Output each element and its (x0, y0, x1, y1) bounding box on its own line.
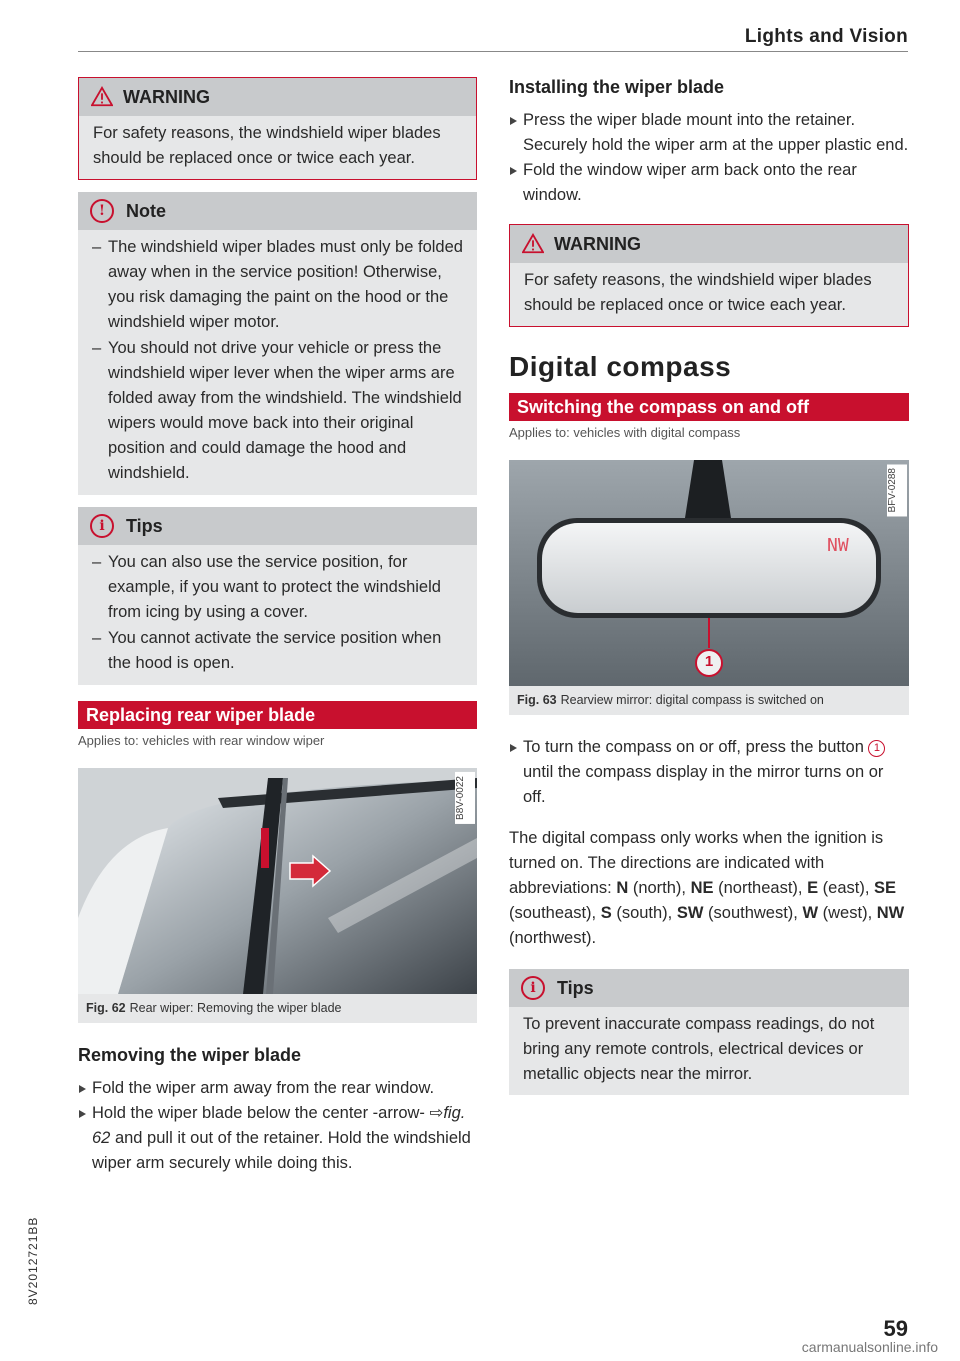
button-1-marker: 1 (868, 740, 885, 757)
tips-text: To prevent inaccurate compass readings, do not bring any remote controls, electrical devices or metallic objects near the mirror. (509, 1007, 909, 1095)
desc-text: (east), (818, 879, 875, 897)
dir-ne: NE (690, 879, 714, 897)
section-title-compass: Switching the compass on and off (509, 393, 909, 421)
tips-body (78, 545, 477, 685)
figure-code: BFV-0288 (887, 464, 907, 516)
list-item: – You cannot activate the service position when the hood is open. (92, 626, 465, 676)
desc-text: (north), (628, 879, 691, 897)
removing-step-2 (78, 1101, 477, 1176)
figure-caption-text: Rear wiper: Removing the wiper blade (129, 1001, 342, 1015)
watermark: carmanualsonline.info (801, 1339, 938, 1355)
desc-text: (southwest), (703, 904, 803, 922)
document-code: 8V2012721BB (26, 1216, 40, 1305)
desc-text: (south), (611, 904, 677, 922)
desc-text: The digital compass only works when the ignition is turned on. The directions are indicated with abbreviations: (509, 829, 884, 897)
info-icon: i (90, 514, 114, 538)
dir-sw: SW (676, 904, 704, 922)
figure-code: B8V-0022 (455, 772, 475, 824)
list-item: – You can also use the service position, for example, if you want to protect the windshield from icing by using a cover. (92, 550, 465, 625)
applies-to-text: Applies to: vehicles with rear window wiper (78, 733, 325, 748)
warning-text: For safety reasons, the windshield wiper blades should be replaced once or twice each year. (509, 263, 909, 327)
page-header-title: Lights and Vision (744, 26, 908, 47)
figure-label: Fig. 63 (517, 693, 557, 707)
figure-63 (509, 460, 909, 715)
compass-instruction-rest: until the compass display in the mirror turns on or off. (523, 763, 884, 806)
dir-s: S (600, 904, 612, 922)
tips-box (78, 507, 477, 685)
dir-nw: NW (876, 904, 905, 922)
desc-text: (west), (818, 904, 877, 922)
dir-e: E (807, 879, 819, 897)
installing-step-1: Press the wiper blade mount into the retainer. Securely hold the wiper arm at the upper plastic end. (509, 108, 909, 158)
note-exclamation-icon: ! (90, 199, 114, 223)
page-number: 59 (883, 1316, 908, 1341)
compass-display-text: NW (827, 535, 849, 556)
warning-header (78, 77, 477, 116)
compass-description (509, 826, 909, 951)
figure-reference-link[interactable]: ⇨fig. 62 (92, 1104, 466, 1147)
desc-text: (southeast), (509, 904, 601, 922)
right-column (509, 77, 909, 1107)
digital-compass-heading: Digital compass (509, 351, 732, 382)
warning-box-right (509, 224, 909, 327)
removing-heading: Removing the wiper blade (78, 1045, 302, 1065)
warning-text: For safety reasons, the windshield wiper blades should be replaced once or twice each year. (78, 116, 477, 180)
figure-62 (78, 768, 477, 1023)
warning-box (78, 77, 477, 180)
removing-step-2-rest: and pull it out of the retainer. Hold the windshield wiper arm securely while doing this. (92, 1129, 471, 1172)
compass-instruction (509, 735, 909, 810)
dir-se: SE (874, 879, 897, 897)
removing-step-1: Fold the wiper arm away from the rear window. (78, 1076, 477, 1101)
tips-box-right (509, 969, 909, 1095)
tips-title: Tips (557, 977, 594, 998)
list-item: – The windshield wiper blades must only be folded away when in the service position! Otherwise, you risk damaging the paint on the hood or the windshield wiper motor. (92, 235, 465, 335)
warning-triangle-icon (91, 86, 113, 108)
note-title: Note (126, 200, 166, 221)
info-icon: i (521, 976, 545, 1000)
callout-number: 1 (704, 653, 714, 670)
dir-n: N (616, 879, 629, 897)
rear-wiper-illustration (78, 768, 477, 994)
installing-heading: Installing the wiper blade (509, 77, 725, 97)
section-title-rear-wiper: Replacing rear wiper blade (78, 701, 477, 729)
warning-triangle-icon (522, 233, 544, 255)
rear-wiper-drawing (78, 768, 477, 994)
tips-title: Tips (126, 515, 163, 536)
left-column (78, 77, 477, 1176)
note-box (78, 192, 477, 495)
list-item: – You should not drive your vehicle or press the windshield wiper lever when the wiper arms are folded away from the windshield. The windshield wipers would move back into their original position and could damage the hood and windshield. (92, 336, 465, 486)
figure-caption (78, 994, 477, 1023)
tips-header (509, 969, 909, 1007)
warning-header (509, 224, 909, 263)
figure-caption-text: Rearview mirror: digital compass is switched on (560, 693, 824, 707)
removing-step-2-text: Hold the wiper blade below the center -arrow- (92, 1104, 430, 1122)
note-header (78, 192, 477, 230)
rearview-mirror-illustration (509, 460, 909, 686)
warning-title: WARNING (123, 86, 210, 107)
desc-text: (northwest). (509, 929, 597, 947)
applies-to-text: Applies to: vehicles with digital compass (509, 425, 741, 440)
dir-w: W (802, 904, 819, 922)
installing-step-2: Fold the window wiper arm back onto the rear window. (509, 158, 909, 208)
figure-caption (509, 686, 909, 715)
tips-header (78, 507, 477, 545)
desc-text: (northeast), (713, 879, 808, 897)
figure-label: Fig. 62 (86, 1001, 126, 1015)
note-body (78, 230, 477, 495)
compass-instruction-text: To turn the compass on or off, press the button (523, 738, 869, 756)
warning-title: WARNING (554, 233, 641, 254)
header-divider (78, 51, 908, 52)
